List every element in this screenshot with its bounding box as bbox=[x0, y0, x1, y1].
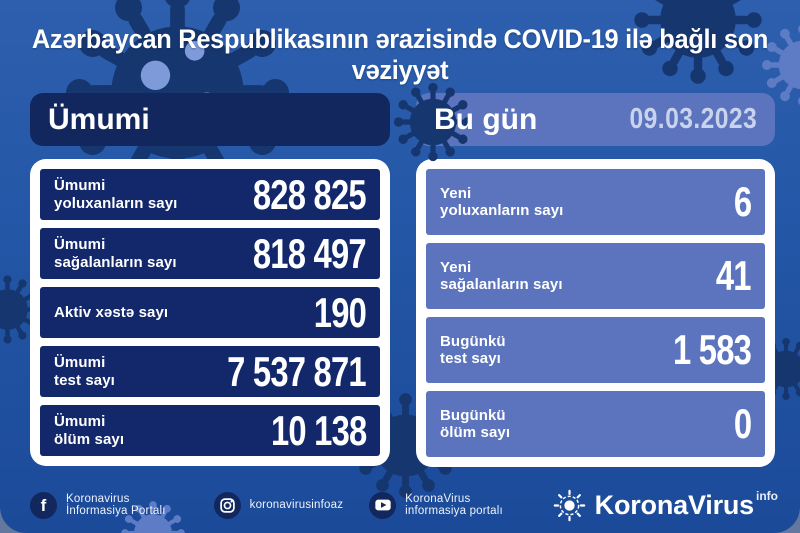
stat-value: 0 bbox=[733, 400, 751, 447]
footer bbox=[30, 488, 778, 522]
facebook-icon: f bbox=[30, 492, 57, 519]
stat-label: Bugünkü ölüm sayı bbox=[440, 406, 511, 441]
stat-value: 828 825 bbox=[253, 170, 366, 218]
brand-suffix: info bbox=[756, 489, 778, 503]
stat-label: Ümumi sağalanların sayı bbox=[54, 236, 177, 271]
youtube-icon bbox=[369, 492, 396, 519]
stat-row-total-deaths bbox=[40, 405, 380, 456]
stat-value: 818 497 bbox=[253, 229, 366, 277]
stat-row-new-infected bbox=[426, 169, 765, 235]
virus-burst-icon bbox=[553, 489, 586, 522]
page-title: Azərbaycan Respublikasının ərazisində COVID-19 ilə bağlı son vəziyyət bbox=[31, 24, 769, 85]
report-date: 09.03.2023 bbox=[629, 103, 757, 135]
stat-value: 1 583 bbox=[672, 326, 751, 373]
youtube-label: KoronaVirus informasiya portalı bbox=[405, 493, 503, 517]
stat-label: Aktiv xəstə sayı bbox=[54, 303, 169, 321]
stat-value: 10 138 bbox=[270, 406, 366, 454]
stat-row-active-cases bbox=[40, 287, 380, 338]
brand-name: KoronaVirus bbox=[594, 490, 754, 520]
instagram-icon bbox=[214, 492, 241, 519]
stat-row-total-tests bbox=[40, 346, 380, 397]
totals-panel-title: Ümumi bbox=[48, 102, 150, 136]
youtube-link[interactable] bbox=[369, 492, 526, 519]
instagram-label: koronavirusinfoaz bbox=[249, 499, 344, 511]
today-rows-container bbox=[416, 159, 775, 467]
totals-panel-header bbox=[30, 93, 390, 146]
stat-label: Ümumi ölüm sayı bbox=[54, 413, 125, 448]
stat-label: Ümumi test sayı bbox=[54, 354, 115, 389]
stat-label: Bugünkü test sayı bbox=[440, 332, 506, 367]
stat-row-today-tests bbox=[426, 317, 765, 383]
stat-row-new-recovered bbox=[426, 243, 765, 309]
stat-value: 190 bbox=[313, 288, 366, 336]
stat-row-total-infected bbox=[40, 169, 380, 220]
instagram-link[interactable] bbox=[214, 492, 344, 519]
today-panel-header bbox=[416, 93, 775, 146]
stat-value: 41 bbox=[716, 252, 751, 299]
stat-label: Ümumi yoluxanların sayı bbox=[54, 177, 178, 212]
totals-rows-container bbox=[30, 159, 390, 466]
facebook-link[interactable] bbox=[30, 492, 188, 519]
stat-label: Yeni sağalanların sayı bbox=[440, 258, 563, 293]
stat-value: 7 537 871 bbox=[227, 347, 366, 395]
stat-label: Yeni yoluxanların sayı bbox=[440, 184, 564, 219]
today-panel bbox=[416, 93, 775, 467]
koronavirus-brand[interactable] bbox=[553, 488, 778, 522]
totals-panel bbox=[30, 93, 390, 466]
stat-value: 6 bbox=[733, 178, 751, 225]
facebook-label: Koronavirus İnformasiya Portalı bbox=[66, 493, 166, 517]
stat-row-total-recovered bbox=[40, 228, 380, 279]
today-panel-title: Bu gün bbox=[434, 102, 538, 136]
stat-row-today-deaths bbox=[426, 391, 765, 457]
